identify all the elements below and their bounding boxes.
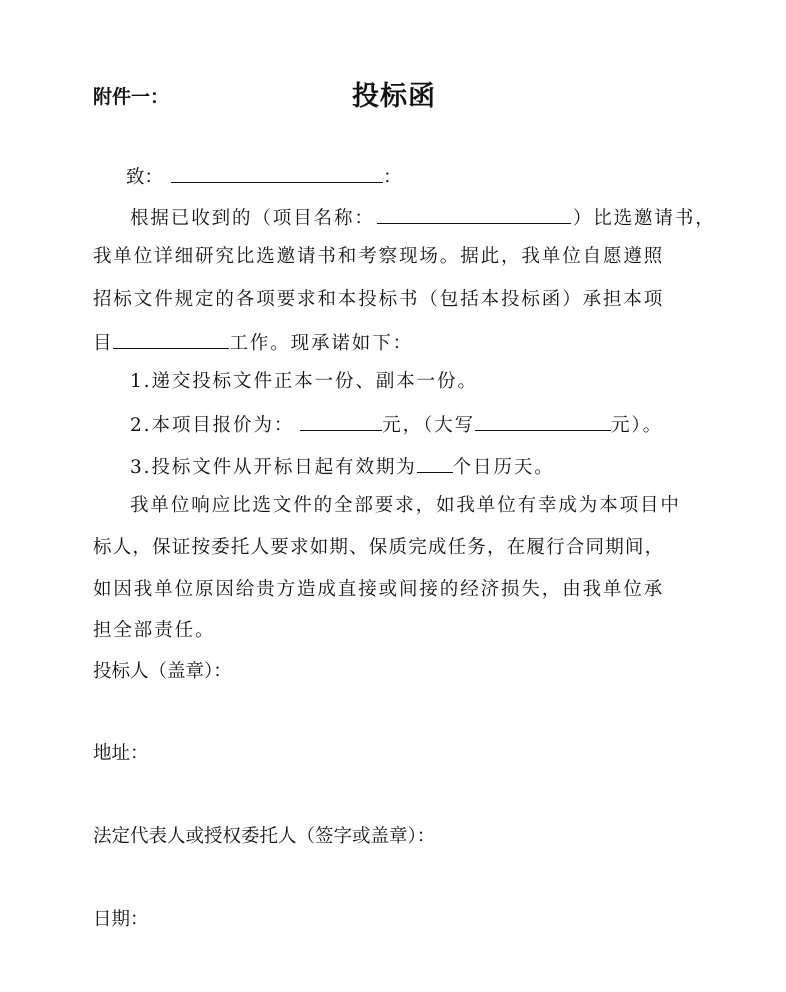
- commitment-item-2: [130, 411, 663, 438]
- para2-line4: 担全部责任。: [93, 620, 216, 641]
- price-blank[interactable]: [300, 411, 382, 431]
- work-scope-blank[interactable]: [113, 329, 229, 349]
- bidder-seal-label: 投标人（盖章）：: [93, 661, 232, 682]
- para2-line1: 我单位响应比选文件的全部要求，如我单位有幸成为本项目中: [130, 495, 681, 516]
- validity-days-blank[interactable]: [417, 453, 453, 473]
- para1-line1-start: 根据已收到的（项目名称：: [130, 208, 375, 229]
- para1-line4-end: 工作。现承诺如下：: [229, 333, 414, 354]
- para2-line3: 如因我单位原因给贵方造成直接或间接的经济损失，由我单位承: [93, 579, 665, 600]
- commitment-item-3-end: 个日历天。: [452, 457, 555, 478]
- salutation-prefix: 致：: [126, 167, 164, 188]
- salutation-suffix: ：: [383, 167, 402, 188]
- salutation-line: [126, 163, 402, 190]
- commitment-item-1: 1.递交投标文件正本一份、副本一份。: [130, 371, 478, 392]
- para1-line1: [130, 204, 716, 231]
- date-label: 日期：: [93, 909, 149, 930]
- legal-rep-label: 法定代表人或授权委托人（签字或盖章）：: [93, 826, 436, 847]
- price-capital-blank[interactable]: [475, 411, 611, 431]
- para1-line4-start: 目: [93, 333, 114, 354]
- project-name-blank[interactable]: [377, 204, 571, 224]
- attachment-label: 附件一：: [93, 86, 170, 108]
- recipient-blank[interactable]: [171, 163, 383, 183]
- commitment-item-2-start: 2.本项目报价为：: [130, 415, 295, 436]
- para2-line2: 标人，保证按委托人要求如期、保质完成任务，在履行合同期间，: [93, 537, 665, 558]
- para1-line1-end: ）比选邀请书，: [572, 208, 716, 229]
- para1-line2: 我单位详细研究比选邀请书和考察现场。据此，我单位自愿遵照: [93, 246, 665, 267]
- commitment-item-2-mid: 元，（大写: [382, 415, 476, 436]
- page-title: 投标函: [352, 81, 436, 112]
- commitment-item-2-end: 元）。: [611, 415, 663, 436]
- para1-line3: 招标文件规定的各项要求和本投标书（包括本投标函）承担本项: [93, 289, 665, 310]
- commitment-item-3: [130, 453, 555, 480]
- address-label: 地址：: [93, 743, 149, 764]
- commitment-item-3-start: 3.投标文件从开标日起有效期为: [130, 457, 417, 478]
- para1-line4: [93, 329, 413, 356]
